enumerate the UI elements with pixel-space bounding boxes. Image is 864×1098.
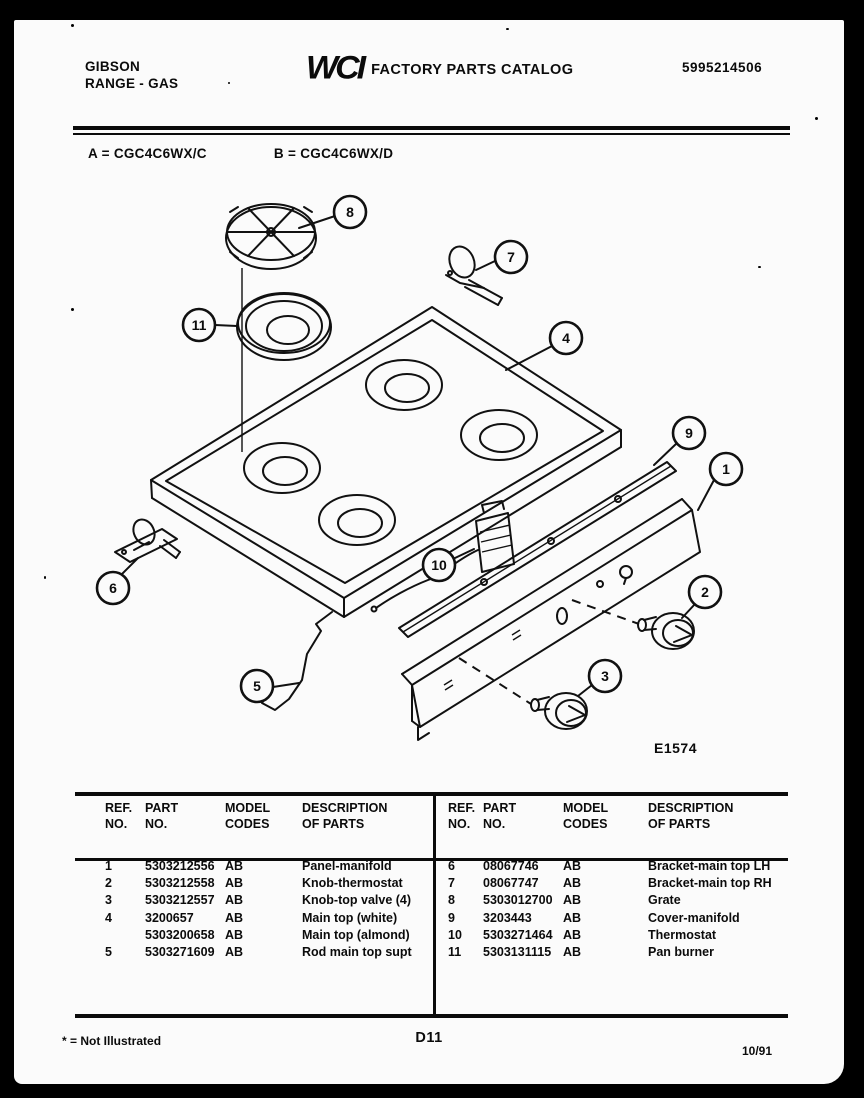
table-row: 10 5303271464 AB Thermostat — [448, 927, 717, 942]
header-divider-rule — [73, 126, 790, 135]
support-rod-part — [262, 612, 332, 710]
table-row: 5303200658 AB Main top (almond) — [145, 927, 410, 942]
bracket-rh-part — [445, 243, 502, 305]
table-bottom-border — [75, 1014, 788, 1018]
table-row: 9 3203443 AB Cover-manifold — [448, 910, 740, 925]
model-list — [88, 146, 393, 161]
callout-8 — [299, 196, 366, 228]
col-desc: DESCRIPTION — [302, 801, 388, 815]
svg-text:6: 6 — [109, 580, 117, 596]
catalog-title: FACTORY PARTS CATALOG — [371, 62, 574, 78]
callout-11 — [183, 309, 237, 341]
table-row: 5 5303271609 AB Rod main top supt — [105, 944, 412, 959]
table-header-row: REF. NO. PART NO. MODEL CODES DESCRIPTION OF PARTS — [448, 800, 788, 832]
publication-number: 5995214506 — [682, 60, 763, 75]
scan-speckle — [815, 117, 818, 120]
col-ref: REF. — [448, 801, 476, 815]
revision-date: 10/91 — [742, 1044, 773, 1058]
table-row: 2 5303212558 AB Knob-thermostat — [105, 876, 403, 891]
svg-text:1: 1 — [722, 461, 730, 477]
col-ref: REF. — [105, 801, 133, 815]
table-center-divider — [433, 792, 436, 1018]
table-top-border — [75, 792, 788, 796]
knob-top-valve-part — [531, 693, 587, 729]
table-header-row: REF. NO. PART NO. MODEL CODES DESCRIPTION OF PARTS — [105, 800, 427, 832]
svg-text:11: 11 — [191, 317, 207, 333]
svg-text:2: 2 — [701, 584, 709, 600]
callout-10 — [423, 549, 474, 581]
not-illustrated-note: * = Not Illustrated — [62, 1034, 162, 1048]
bracket-lh-part — [115, 516, 180, 562]
model-a: A = CGC4C6WX/C — [88, 146, 207, 161]
svg-text:8: 8 — [346, 204, 354, 220]
knob-thermostat-part — [638, 613, 694, 649]
svg-text:3: 3 — [601, 668, 609, 684]
table-row: 11 5303131115 AB Pan burner — [448, 944, 714, 959]
table-row: 8 5303012700 AB Grate — [448, 893, 681, 908]
brand-block — [85, 58, 178, 92]
callout-7 — [476, 241, 527, 273]
main-top-part — [151, 307, 621, 617]
wci-logo: WCI — [306, 49, 364, 87]
page-number: D11 — [415, 1030, 443, 1046]
scan-speckle — [506, 28, 509, 30]
catalog-page — [14, 20, 844, 1084]
callout-2 — [682, 576, 721, 618]
table-row: 6 08067746 AB Bracket-main top LH — [448, 859, 771, 873]
knob2-alignment-line — [572, 600, 639, 624]
table-row: 3 5303212557 AB Knob-top valve (4) — [105, 893, 412, 908]
callout-6 — [97, 558, 138, 604]
scan-speckle — [71, 24, 74, 27]
col-part: PART — [483, 801, 517, 815]
figure-code: E1574 — [654, 740, 697, 756]
svg-text:9: 9 — [685, 425, 693, 441]
appliance-type: RANGE - GAS — [85, 76, 179, 91]
svg-text:10: 10 — [431, 557, 447, 573]
table-row: 7 08067747 AB Bracket-main top RH — [448, 876, 772, 891]
col-part: PART — [145, 801, 179, 815]
svg-text:7: 7 — [507, 249, 515, 265]
parts-table-left — [105, 800, 427, 961]
pan-burner-part — [237, 293, 331, 360]
table-row: 1 5303212556 AB Panel-manifold — [105, 859, 392, 873]
exploded-parts-diagram — [14, 180, 844, 792]
model-b: B = CGC4C6WX/D — [273, 146, 394, 161]
brand-name: GIBSON — [85, 59, 141, 74]
grate-part — [226, 204, 316, 269]
svg-text:4: 4 — [562, 330, 570, 346]
col-model: MODEL — [225, 801, 271, 815]
catalog-header — [306, 49, 574, 87]
callout-9 — [654, 417, 705, 465]
col-model: MODEL — [563, 801, 609, 815]
parts-table-right — [448, 800, 788, 961]
col-desc: DESCRIPTION — [648, 801, 734, 815]
callout-1 — [698, 453, 742, 510]
svg-text:5: 5 — [253, 678, 261, 694]
scan-speckle — [228, 82, 230, 84]
table-row: 4 3200657 AB Main top (white) — [105, 910, 398, 925]
callout-3 — [578, 660, 621, 696]
